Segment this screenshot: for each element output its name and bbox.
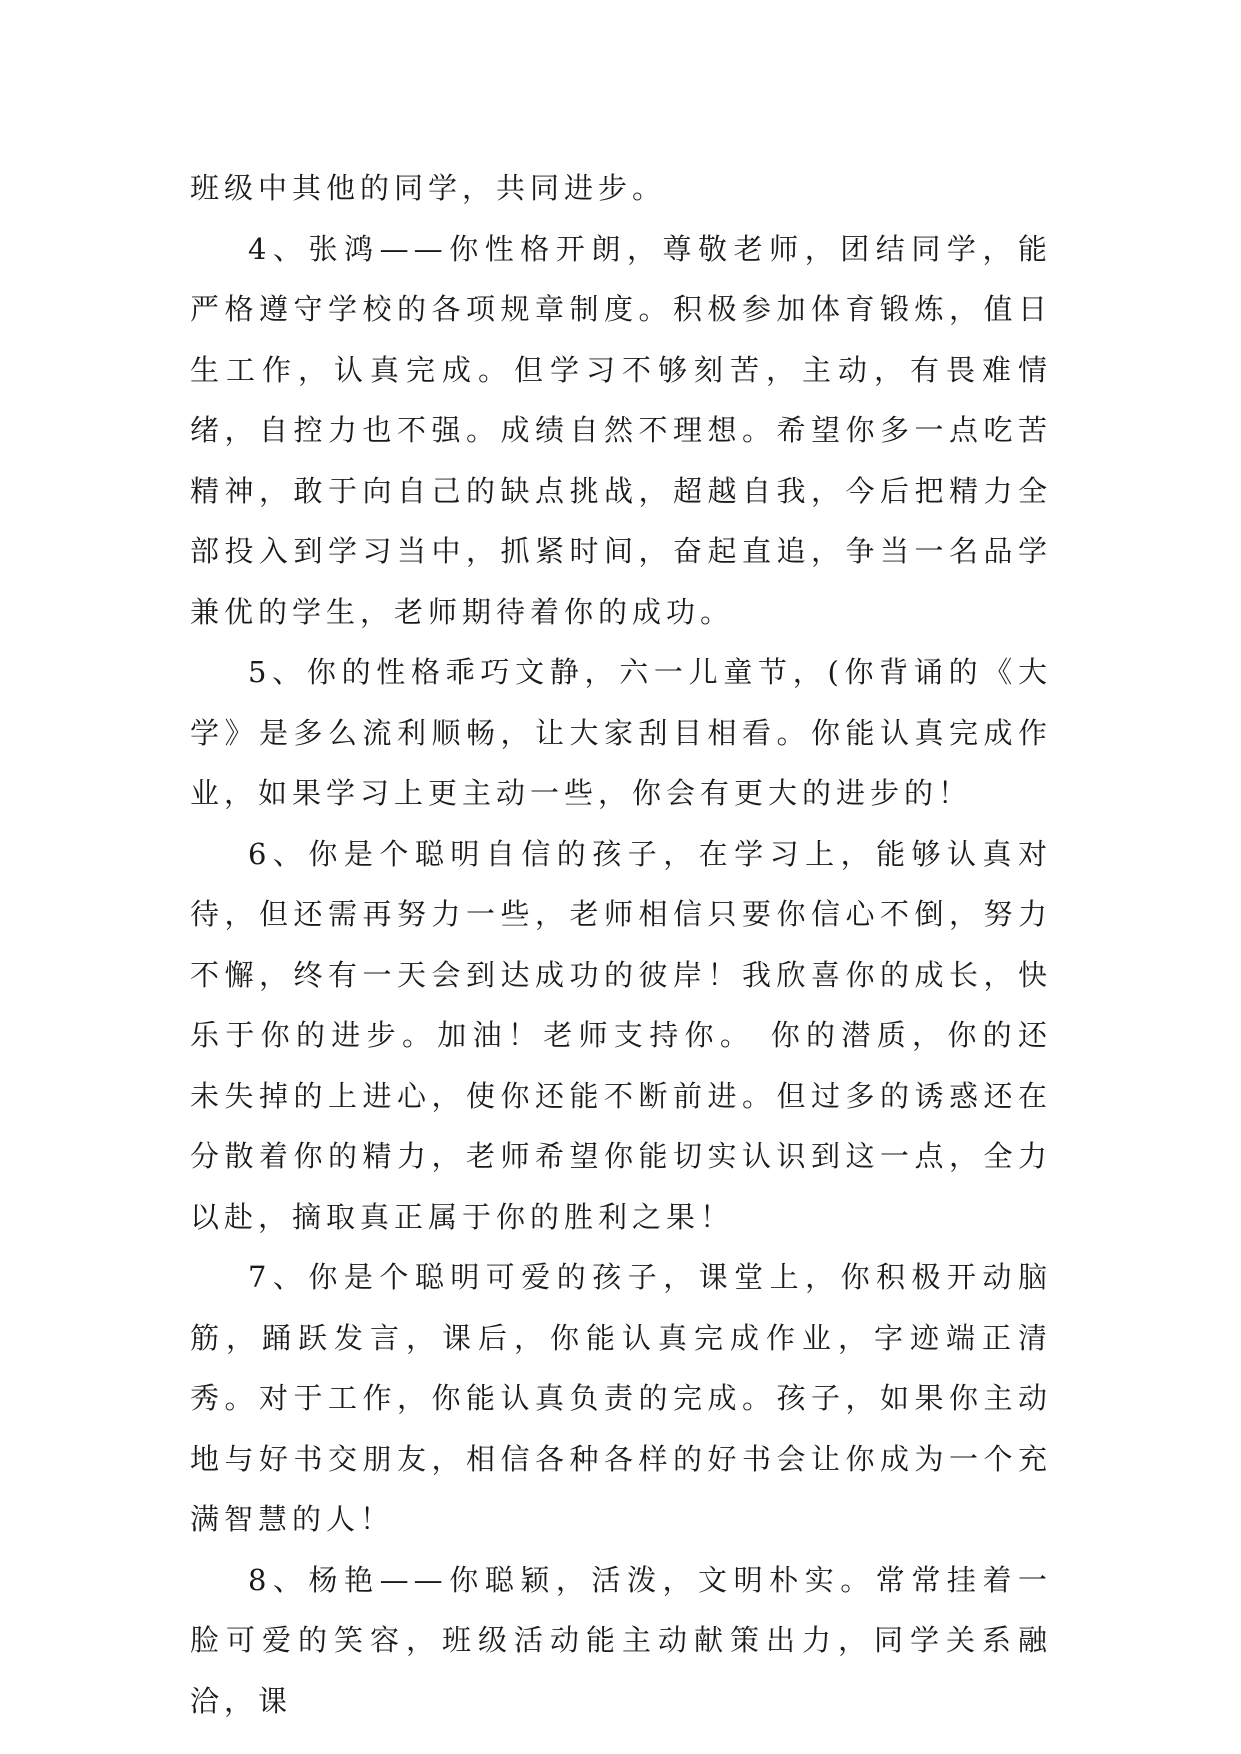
paragraph-comment-5: 5、你的性格乖巧文静，六一儿童节，(你背诵的《大学》是多么流利顺畅，让大家刮目相看。你能认真完成作业，如果学习上更主动一些，你会有更大的进步的！ <box>190 655 1052 810</box>
paragraph-continuation: 班级中其他的同学，共同进步。 <box>190 171 667 205</box>
paragraph-comment-8: 8、杨艳——你聪颖，活泼，文明朴实。常常挂着一脸可爱的笑容，班级活动能主动献策出力，同学关系融洽，课 <box>190 1562 1052 1718</box>
paragraph-comment-4: 4、张鸿——你性格开朗，尊敬老师，团结同学，能严格遵守学校的各项规章制度。积极参加体育锻炼，值日生工作，认真完成。但学习不够刻苦，主动，有畏难情绪，自控力也不强。成绩自然不理想。希望你多一点吃苦精神，敢于向自己的缺点挑战，超越自我，今后把精力全部投入到学习当中，抓紧时间，奋起直追，争当一名品学兼优的学生，老师期待着你的成功。 <box>190 231 1052 629</box>
document-body <box>190 158 1052 1731</box>
paragraph-comment-6: 6、你是个聪明自信的孩子，在学习上，能够认真对待，但还需再努力一些，老师相信只要你信心不倒，努力不懈，终有一天会到达成功的彼岸！我欣喜你的成长，快乐于你的进步。加油！老师支持你。 你的潜质，你的还未失掉的上进心，使你还能不断前进。但过多的诱惑还在分散着你的精力，老师希望你能切实认识到这一点，全力以赴，摘取真正属于你的胜利之果！ <box>190 836 1052 1234</box>
paragraph-comment-7: 7、你是个聪明可爱的孩子，课堂上，你积极开动脑筋，踊跃发言，课后，你能认真完成作业，字迹端正清秀。对于工作，你能认真负责的完成。孩子，如果你主动地与好书交朋友，相信各种各样的好书会让你成为一个充满智慧的人！ <box>190 1260 1052 1536</box>
